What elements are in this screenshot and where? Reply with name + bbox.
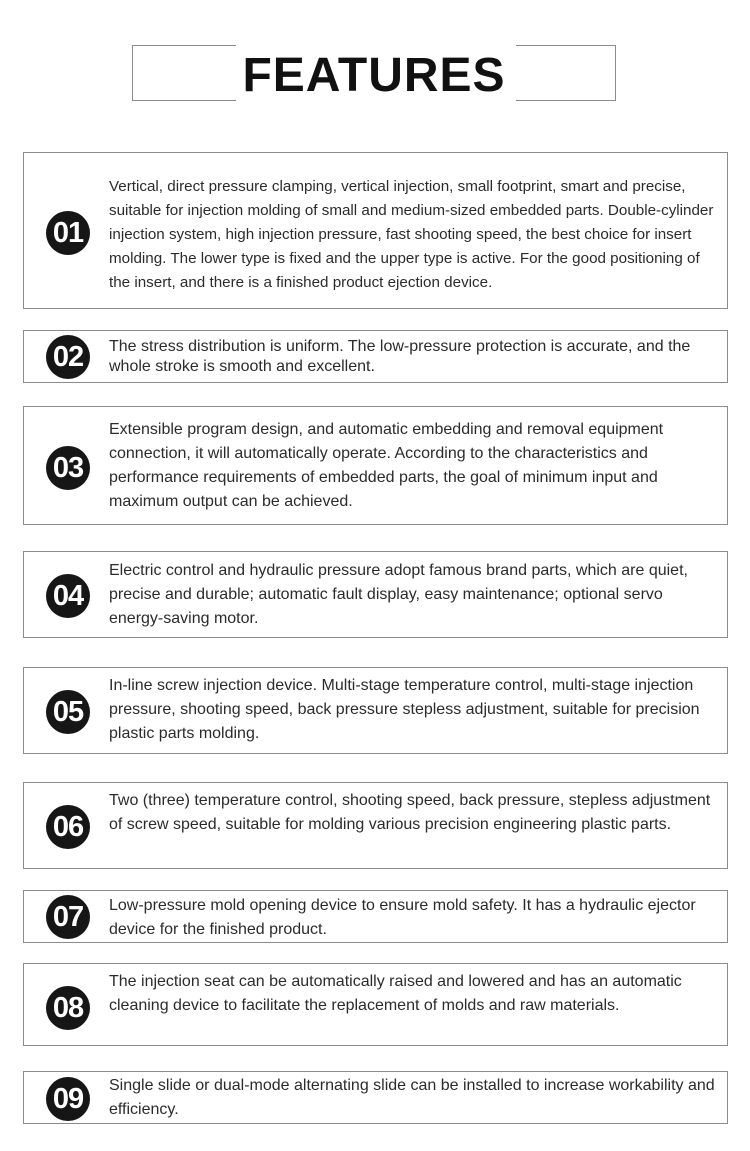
feature-item-03 bbox=[23, 406, 728, 525]
feature-description: Two (three) temperature control, shooting speed, back pressure, stepless adjustment of screw speed, suitable for molding various precision engineering plastic parts. bbox=[109, 792, 711, 833]
feature-item-02 bbox=[23, 330, 728, 383]
feature-number-badge: 02 bbox=[46, 335, 90, 379]
feature-item-06 bbox=[23, 782, 728, 869]
feature-number-badge: 06 bbox=[46, 805, 90, 849]
feature-description: The injection seat can be automatically raised and lowered and has an automatic cleaning device to facilitate the replacement of molds and raw materials. bbox=[109, 973, 682, 1014]
feature-number-badge: 01 bbox=[46, 211, 90, 255]
feature-description: Single slide or dual-mode alternating slide can be installed to increase workability and efficiency. bbox=[109, 1077, 715, 1118]
feature-number-badge: 03 bbox=[46, 446, 90, 490]
feature-description: Vertical, direct pressure clamping, vertical injection, small footprint, smart and precise, suitable for injection molding of small and medium-sized embedded parts. Double-cylinder injection system, high injection pressure, fast shooting speed, the best choice for insert molding. The lower type is fixed and the upper type is active. For the good positioning of the insert, and there is a finished product ejection device. bbox=[109, 178, 714, 291]
feature-description: The stress distribution is uniform. The low-pressure protection is accurate, and the whole stroke is smooth and excellent. bbox=[109, 338, 691, 375]
feature-item-01 bbox=[23, 152, 728, 309]
feature-description: Electric control and hydraulic pressure adopt famous brand parts, which are quiet, precise and durable; automatic fault display, easy maintenance; optional servo energy-saving motor. bbox=[109, 562, 688, 627]
feature-item-04 bbox=[23, 551, 728, 638]
feature-item-07 bbox=[23, 890, 728, 943]
feature-item-08 bbox=[23, 963, 728, 1046]
feature-item-05 bbox=[23, 667, 728, 754]
page-title: FEATURES bbox=[242, 49, 506, 102]
feature-description: In-line screw injection device. Multi-stage temperature control, multi-stage injection pressure, shooting speed, back pressure stepless adjustment, suitable for precision plastic parts molding. bbox=[109, 677, 700, 742]
features-heading bbox=[132, 45, 616, 103]
feature-number-badge: 08 bbox=[46, 986, 90, 1030]
feature-number-badge: 05 bbox=[46, 690, 90, 734]
feature-description: Extensible program design, and automatic embedding and removal equipment connection, it will automatically operate. According to the characteristics and performance requirements of embedded parts, the goal of minimum input and maximum output can be achieved. bbox=[109, 421, 664, 510]
feature-number-badge: 07 bbox=[46, 895, 90, 939]
feature-item-09 bbox=[23, 1071, 728, 1124]
feature-description: Low-pressure mold opening device to ensure mold safety. It has a hydraulic ejector device for the finished product. bbox=[109, 897, 696, 938]
feature-number-badge: 04 bbox=[46, 574, 90, 618]
feature-number-badge: 09 bbox=[46, 1077, 90, 1121]
